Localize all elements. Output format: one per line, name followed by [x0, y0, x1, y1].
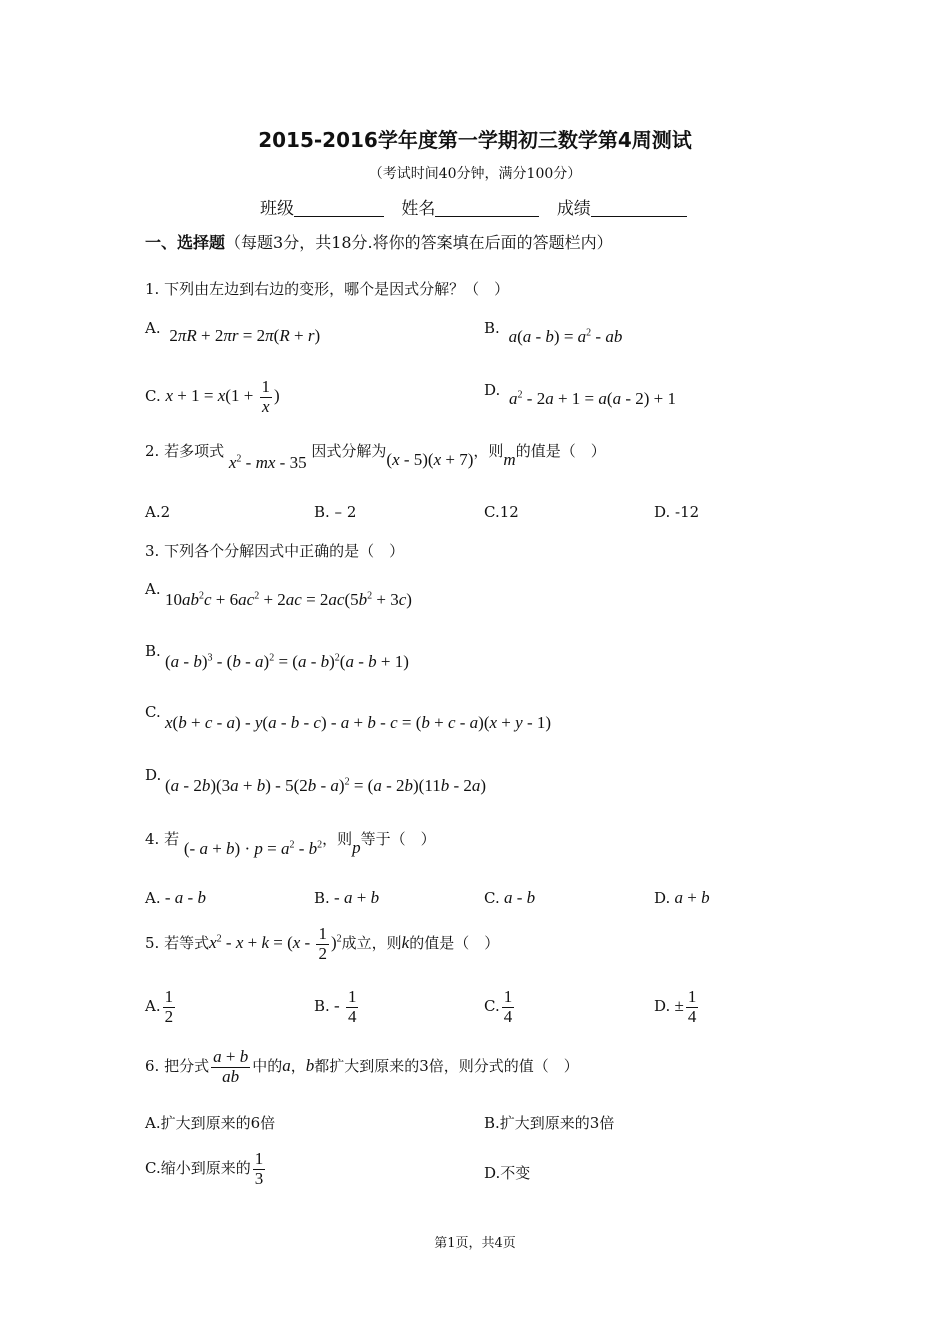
q1-option-a: A. 2πR + 2πr = 2π(R + r)	[145, 319, 321, 345]
q3-option-c: C. x(b + c - a) - y(a - b - c) - a + b - c = (b + c - a)(x + y - 1)	[145, 703, 552, 732]
q3-option-d: D. (a - 2b)(3a + b) - 5(2b - a)$^2$ = (a - 2b)(11b - 2a)	[145, 766, 487, 795]
class-blank	[294, 198, 384, 217]
q2-option-a: A.2	[145, 503, 171, 521]
q6-var-a: a	[282, 1056, 291, 1076]
q4-option-b: B. - a + b	[314, 888, 380, 907]
name-blank	[435, 198, 539, 217]
q6-option-b: B.扩大到原来的3倍	[484, 1114, 615, 1132]
name-label: 姓名	[401, 199, 436, 219]
question-6-stem: 6. 把分式 $\frac{a + b}{ab}$ 中的a，b都扩大到原来的3倍，则分式的值（ ）	[145, 1047, 579, 1086]
q3-option-b: B. (a - b)$^3$ - (b - a)$^2$ = (a - b)$^2$(a - b + 1)	[145, 642, 409, 671]
question-1-stem: 1. 下列由左边到右边的变形，哪个是因式分解？（ ）	[145, 280, 510, 298]
q2-factored: (x - 5)(x + 7)	[386, 450, 474, 469]
q1-option-d: D. $a^2 - 2a + 1 = a(a - 2) + 1$	[484, 381, 676, 408]
question-3-stem: 3. 下列各个分解因式中正确的是（ ）	[145, 542, 405, 560]
q3-c-math: x(b + c - a) - y(a - b - c) - a + b - c = (b + c - a)(x + y - 1)	[165, 713, 552, 732]
q4-option-c: C. a - b	[484, 888, 536, 907]
q1-c-math: x + 1 = x(1 + $\frac{1}{x}$ )	[165, 377, 280, 416]
q3-b-math: (a - b)$^3$ - (b - a)$^2$ = (a - b)$^2$(a - b + 1)	[165, 652, 409, 671]
q5-option-b: B. - $\frac{1}{4}$	[314, 987, 357, 1026]
q2-option-c: C.12	[484, 503, 519, 521]
q2-polynomial: $x^2$ - mx - 35	[228, 453, 307, 472]
score-blank	[591, 198, 687, 217]
q5-var-k: k	[401, 933, 410, 953]
question-2-stem: 2. 若多项式 $x^2$ - mx - 35 因式分解为(x - 5)(x + 7)，则m的值是（ ）	[145, 442, 606, 472]
q1-b-math: $a(a - b) = a^2$ - ab	[508, 327, 623, 346]
question-5-stem: 5. 若等式$x^2 - x + k = (x$ - $\frac{1}{2}$ )$^2$成立，则k的值是（ ）	[145, 924, 500, 963]
score-label: 成绩	[556, 199, 591, 219]
q4-option-a: A. - a - b	[145, 888, 206, 907]
page-footer: 第1页，共4页	[434, 1236, 516, 1251]
q5-option-c: C. $\frac{1}{4}$	[484, 987, 513, 1026]
q4-option-d: D. a + b	[654, 888, 710, 907]
q1-a-math: 2πR + 2πr = 2π(R + r)	[169, 326, 321, 345]
q5-option-d: D. ± $\frac{1}{4}$	[654, 987, 697, 1026]
q1-option-c: C. x + 1 = x(1 + $\frac{1}{x}$ )	[145, 377, 280, 416]
q2-var-m: m	[503, 450, 516, 469]
q2-option-b: B. – 2	[314, 503, 357, 521]
q1-d-math: $a^2 - 2a + 1 = a(a - 2) + 1$	[509, 389, 676, 408]
student-fields	[260, 194, 699, 219]
question-4-stem: 4. 若 (- $a + b) \cdot p = a^2 - b^2$，则p等于（ ）	[145, 830, 436, 858]
q6-var-b: b	[305, 1056, 315, 1076]
q6-fraction: $\frac{a + b}{ab}$	[213, 1047, 249, 1086]
class-label: 班级	[260, 199, 294, 219]
section-heading: 一、选择题（每题3分，共18分.将你的答案填在后面的答题栏内）	[145, 233, 613, 252]
q3-option-a: A. $10ab^2c + 6ac^2 + 2ac = 2ac(5b^2 + 3c)$	[145, 580, 412, 609]
q6-option-d: D.不变	[484, 1164, 531, 1182]
exam-info: （考试时间40分钟，满分100分）	[368, 166, 582, 182]
q1-option-b: B. $a(a - b) = a^2$ - ab	[484, 319, 623, 346]
q2-option-d: D. -12	[654, 503, 700, 521]
q3-a-math: $10ab^2c + 6ac^2 + 2ac = 2ac(5b^2 + 3c)$	[165, 590, 412, 609]
q6-option-c: C.缩小到原来的 $\frac{1}{3}$	[145, 1149, 264, 1188]
q4-var-p: p	[352, 838, 361, 857]
q3-d-math: (a - 2b)(3a + b) - 5(2b - a)$^2$ = (a - 2b)(11b - 2a)	[165, 776, 487, 795]
q6-option-a: A.扩大到原来的6倍	[145, 1114, 276, 1132]
q5-option-a: A. $\frac{1}{2}$	[145, 987, 174, 1026]
q5-equation: $x^2 - x + k = (x$ - $\frac{1}{2}$ )$^2$	[209, 924, 342, 963]
q4-equation: (- $a + b) \cdot p = a^2 - b^2$	[183, 839, 323, 858]
page-title: 2015-2016学年度第一学期初三数学第4周测试	[258, 128, 692, 152]
